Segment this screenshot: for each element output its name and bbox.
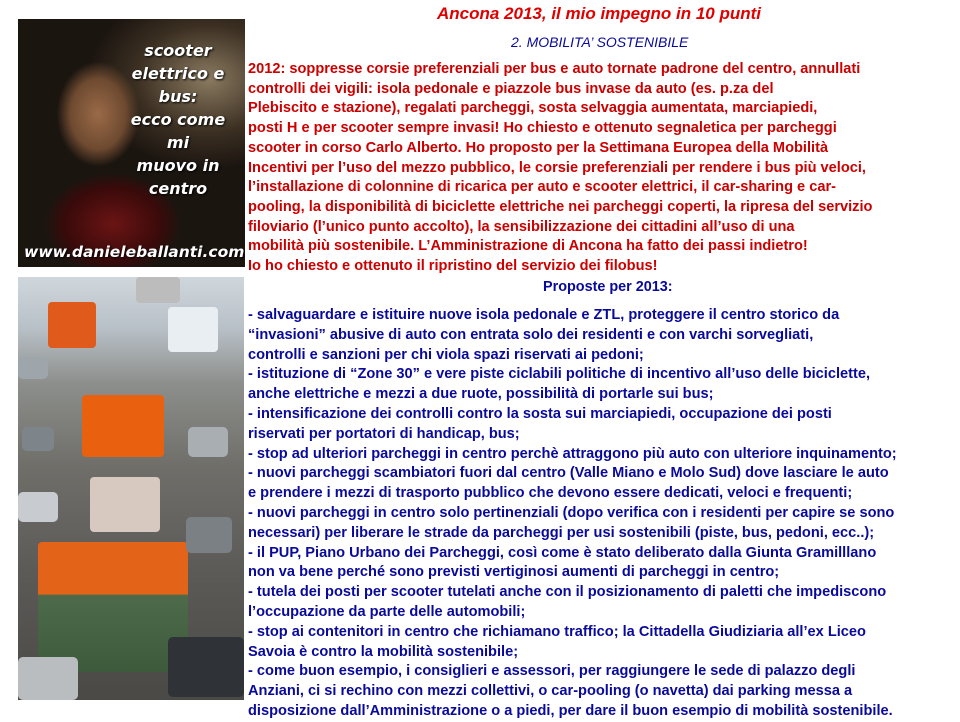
list-line: necessari) per liberare le strade da parcheggi per usi sostenibili (piste, bus, pedoni, ecc..); [248, 524, 875, 541]
list-line: - nuovi parcheggi scambiatori fuori dal centro (Valle Miano e Molo Sud) dove lasciare le auto [248, 465, 889, 482]
list-line: - salvaguardare e istituire nuove isola pedonale e ZTL, proteggere il centro storico da [248, 307, 840, 323]
page-title: Ancona 2013, il mio impegno in 10 punti [437, 4, 761, 23]
photo-caption-line: ecco come mi [130, 110, 226, 152]
list-line: “invasioni” abusive di auto con entrata solo dei residenti e con varchi sorvegliati, [248, 326, 814, 343]
text-line: l’installazione di colonnine di ricarica per auto e scooter elettrici, il car-sharing e car- [248, 179, 836, 196]
text-line: posti H e per scooter sempre invasi! Ho chiesto e ottenuto segnaletica per parcheggi [248, 120, 837, 137]
proposals-heading: Proposte per 2013: [543, 279, 673, 295]
bus-shape [136, 277, 180, 303]
list-line: - stop ai contenitori in centro che richiamano traffico; la Cittadella Giudiziaria all’ex Liceo [248, 623, 866, 640]
section-subtitle: 2. MOBILITA’ SOSTENIBILE [511, 34, 689, 50]
text-line: Plebiscito e stazione), regalati parcheggi, sosta selvaggia aumentata, marciapiedi, [248, 100, 818, 117]
bus-shape [48, 302, 96, 348]
text-line: Io ho chiesto e ottenuto il ripristino del servizio dei filobus! [248, 258, 658, 275]
text-line: mobilità più sostenibile. L’Amministrazione di Ancona ha fatto dei passi indietro! [248, 238, 808, 255]
traffic-photo [18, 277, 244, 700]
bus-shape [90, 477, 160, 532]
text-line: Incentivi per l’uso del mezzo pubblico, le corsie preferenziali per rendere i bus più veloci, [248, 159, 866, 176]
list-line: disposizione dall’Amministrazione o a piedi, per dare il buon esempio di mobilità sostenibile. [248, 702, 893, 719]
car-shape [168, 637, 244, 697]
text-line: pooling, la disponibilità di biciclette elettriche nei parcheggi coperti, la ripresa del servizio [248, 198, 873, 215]
proposals-list [248, 306, 960, 722]
car-shape [18, 657, 78, 700]
list-line: - tutela dei posti per scooter tutelati anche con il posizionamento di paletti che impediscono [248, 584, 887, 601]
list-line: - intensificazione dei controlli contro la sosta sui marciapiedi, occupazione dei posti [248, 405, 832, 422]
bus-shape [82, 395, 164, 457]
text-line: 2012: soppresse corsie preferenziali per bus e auto tornate padrone del centro, annullati [248, 61, 861, 77]
intro-paragraph [248, 60, 954, 277]
car-shape [18, 492, 58, 522]
photo-caption-line: centro [148, 179, 208, 198]
car-shape [18, 357, 48, 379]
list-line: l’occupazione da parte delle automobili; [248, 603, 526, 620]
text-line: controlli dei vigili: isola pedonale e piazzole bus invase da auto (es. p.za del [248, 80, 774, 97]
photo-caption-line: scooter [144, 41, 212, 60]
list-line: - nuovi parcheggi in centro solo pertinenziali (dopo verifica con i residenti per capire se sono [248, 504, 895, 521]
list-line: anche elettriche e mezzi a due ruote, possibilità di portarle sui bus; [248, 386, 714, 403]
list-line: e prendere i mezzi di trasporto pubblico che devono essere dedicati, veloci e frequenti; [248, 485, 853, 502]
text-line: scooter in corso Carlo Alberto. Ho proposto per la Settimana Europea della Mobilità [248, 139, 829, 156]
list-line: non va bene perché sono previsti vertiginosi aumenti di parcheggi in centro; [248, 564, 780, 581]
bus-shape [38, 542, 188, 672]
photo-caption-line: muovo in [136, 156, 220, 175]
list-line: - stop ad ulteriori parcheggi in centro perchè attraggono più auto con ulteriore inquinamento; [248, 445, 897, 462]
photo-website-label: www.danieleballanti.com [24, 243, 245, 261]
bus-shape [168, 307, 218, 352]
list-line: - istituzione di “Zone 30” e vere piste ciclabili politiche di incentivo all’uso delle biciclette, [248, 366, 871, 383]
list-line: - il PUP, Piano Urbano dei Parcheggi, così come è stato deliberato dalla Giunta Gramilllano [248, 544, 877, 561]
scooter-photo [18, 19, 245, 267]
list-line: riservati per portatori di handicap, bus; [248, 425, 520, 442]
car-shape [22, 427, 54, 451]
photo-caption-line: elettrico e bus: [131, 64, 225, 106]
car-shape [186, 517, 232, 553]
list-line: Anziani, ci si rechino con mezzi collettivi, o car-pooling (o navetta) dai parking messa a [248, 683, 853, 700]
photo-caption [119, 39, 237, 200]
text-line: filoviario (l’unico punto accolto), la sensibilizzazione dei cittadini all’uso di una [248, 218, 795, 235]
list-line: Savoia è contro la mobilità sostenibile; [248, 643, 519, 660]
list-line: - come buon esempio, i consiglieri e assessori, per raggiungere le sede di palazzo degli [248, 663, 856, 680]
list-line: controlli e sanzioni per chi viola spazi riservati ai pedoni; [248, 346, 644, 363]
car-shape [188, 427, 228, 457]
